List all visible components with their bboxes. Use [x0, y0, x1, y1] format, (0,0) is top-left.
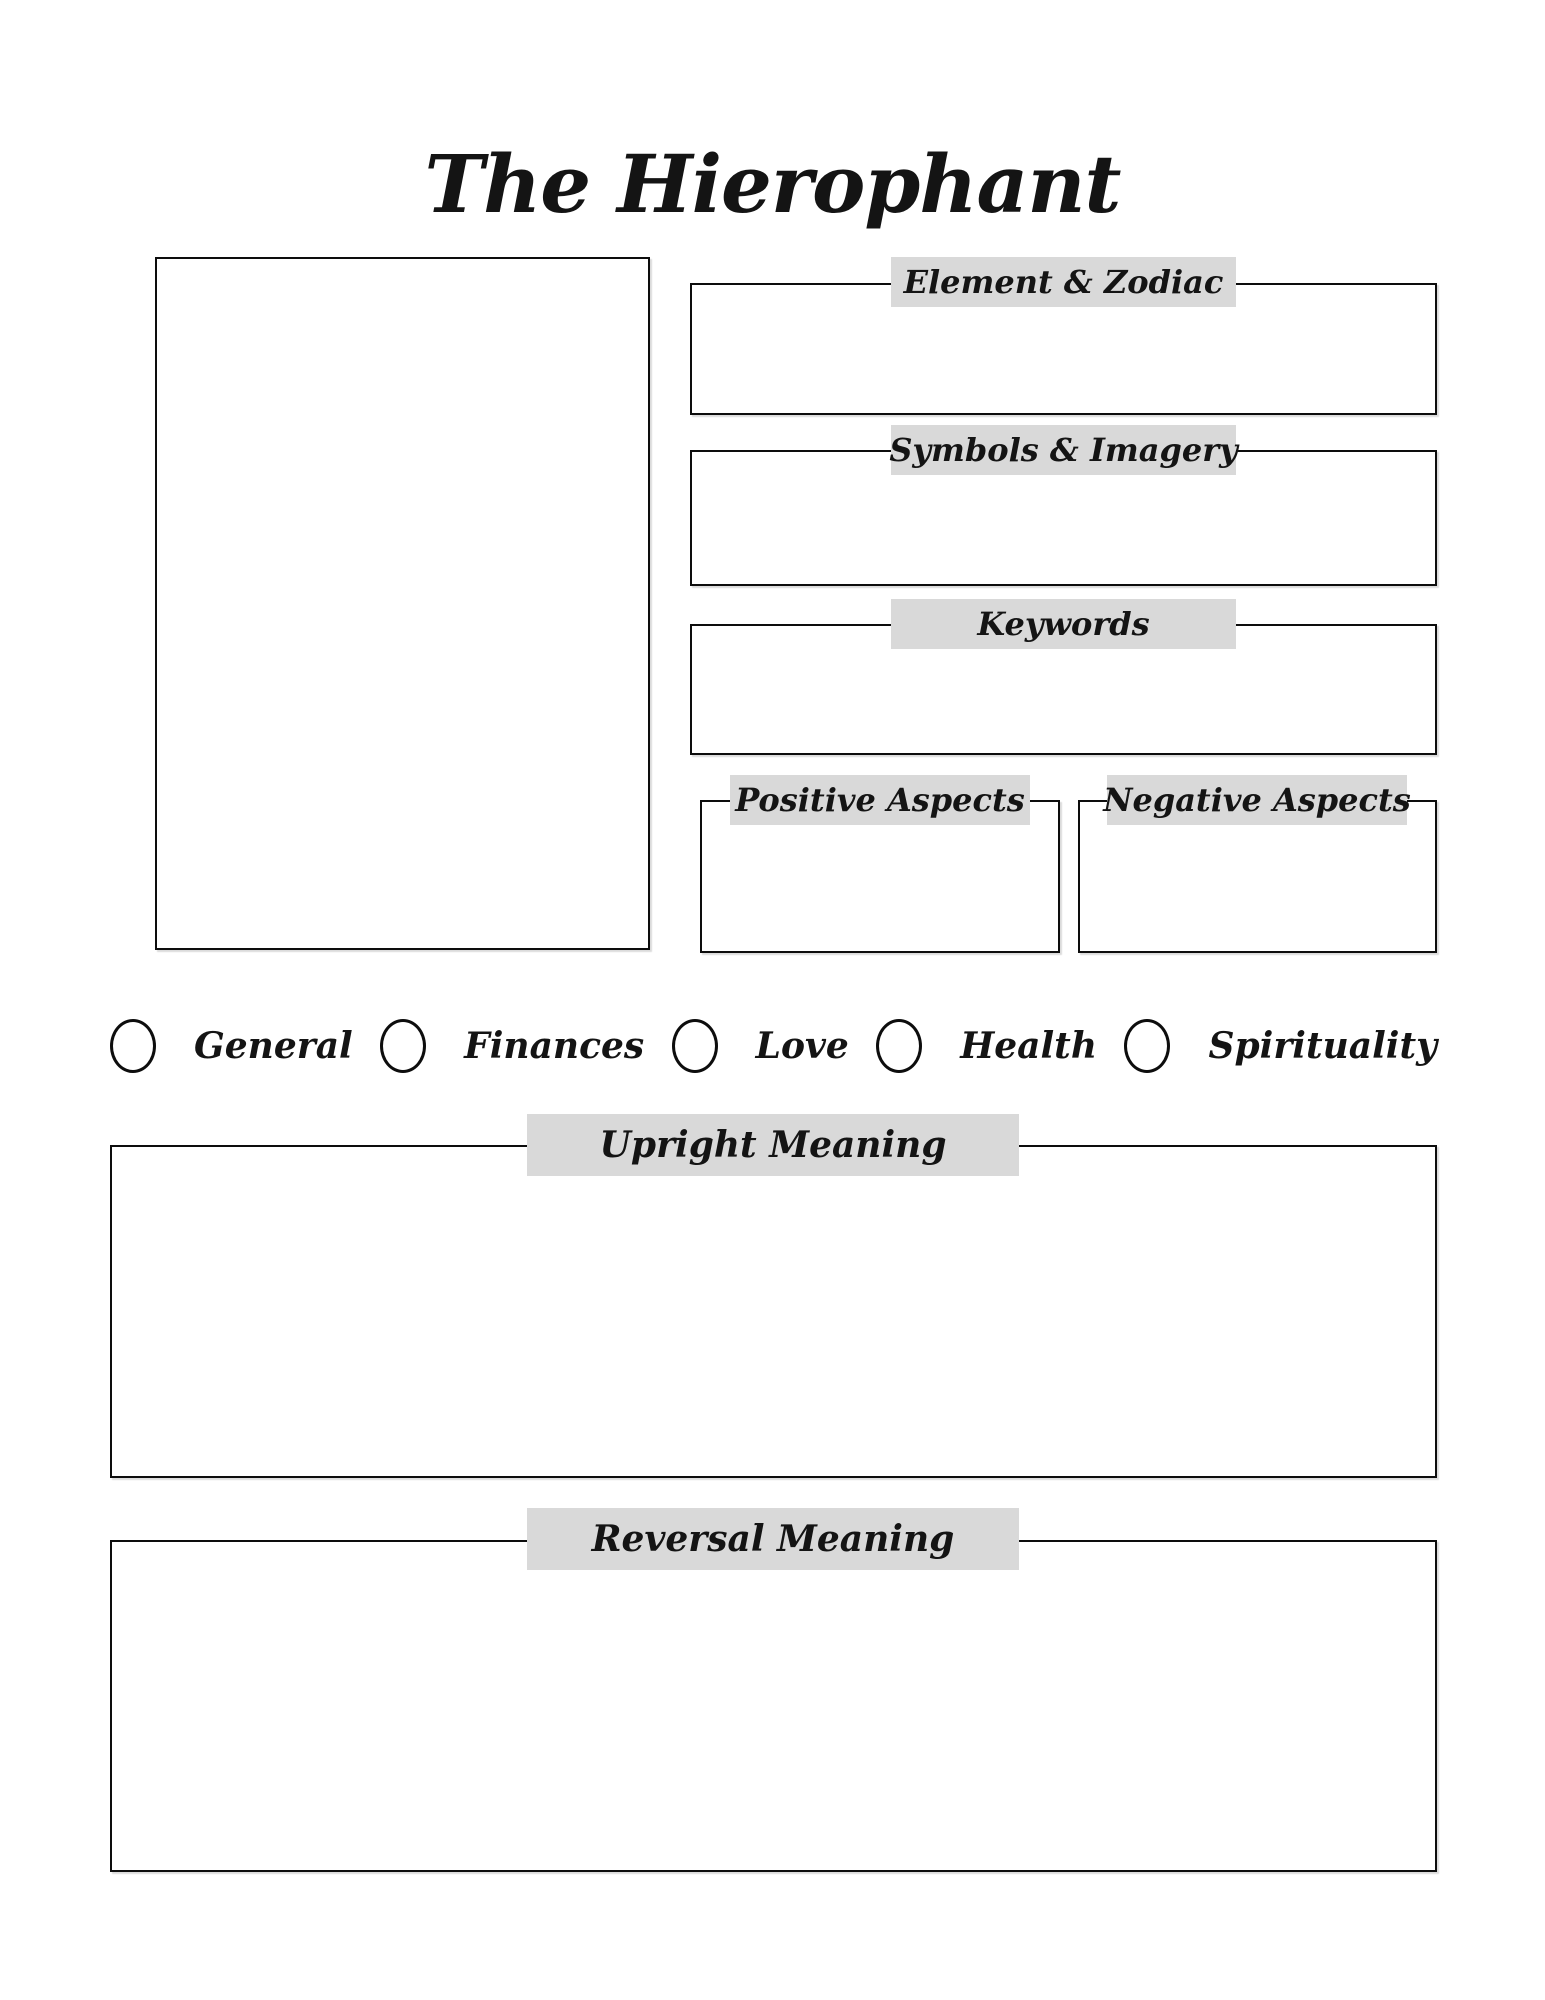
symbols-imagery-label: Symbols & Imagery [891, 425, 1236, 475]
general-circle-checkbox[interactable] [110, 1019, 156, 1073]
positive-aspects-label: Positive Aspects [730, 775, 1030, 825]
finances-label: Finances [464, 1025, 645, 1067]
keywords-label: Keywords [891, 599, 1236, 649]
category-finances [380, 1019, 644, 1073]
finances-circle-checkbox[interactable] [380, 1019, 426, 1073]
love-label: Love [755, 1025, 849, 1067]
general-label: General [194, 1025, 353, 1067]
category-general [110, 1019, 353, 1073]
category-love [672, 1019, 849, 1073]
health-circle-checkbox[interactable] [876, 1019, 922, 1073]
reversal-meaning-label: Reversal Meaning [527, 1508, 1019, 1570]
category-row [110, 1010, 1437, 1082]
love-circle-checkbox[interactable] [672, 1019, 718, 1073]
element-zodiac-label: Element & Zodiac [891, 257, 1236, 307]
health-label: Health [960, 1025, 1097, 1067]
category-spirituality [1124, 1019, 1437, 1073]
category-health [876, 1019, 1097, 1073]
page-title: The Hierophant [424, 136, 1121, 231]
negative-aspects-label: Negative Aspects [1107, 775, 1407, 825]
reversal-meaning-box[interactable] [110, 1540, 1437, 1872]
upright-meaning-box[interactable] [110, 1145, 1437, 1478]
spirituality-label: Spirituality [1208, 1025, 1437, 1067]
spirituality-circle-checkbox[interactable] [1124, 1019, 1170, 1073]
card-image-box[interactable] [155, 257, 650, 950]
upright-meaning-label: Upright Meaning [527, 1114, 1019, 1176]
